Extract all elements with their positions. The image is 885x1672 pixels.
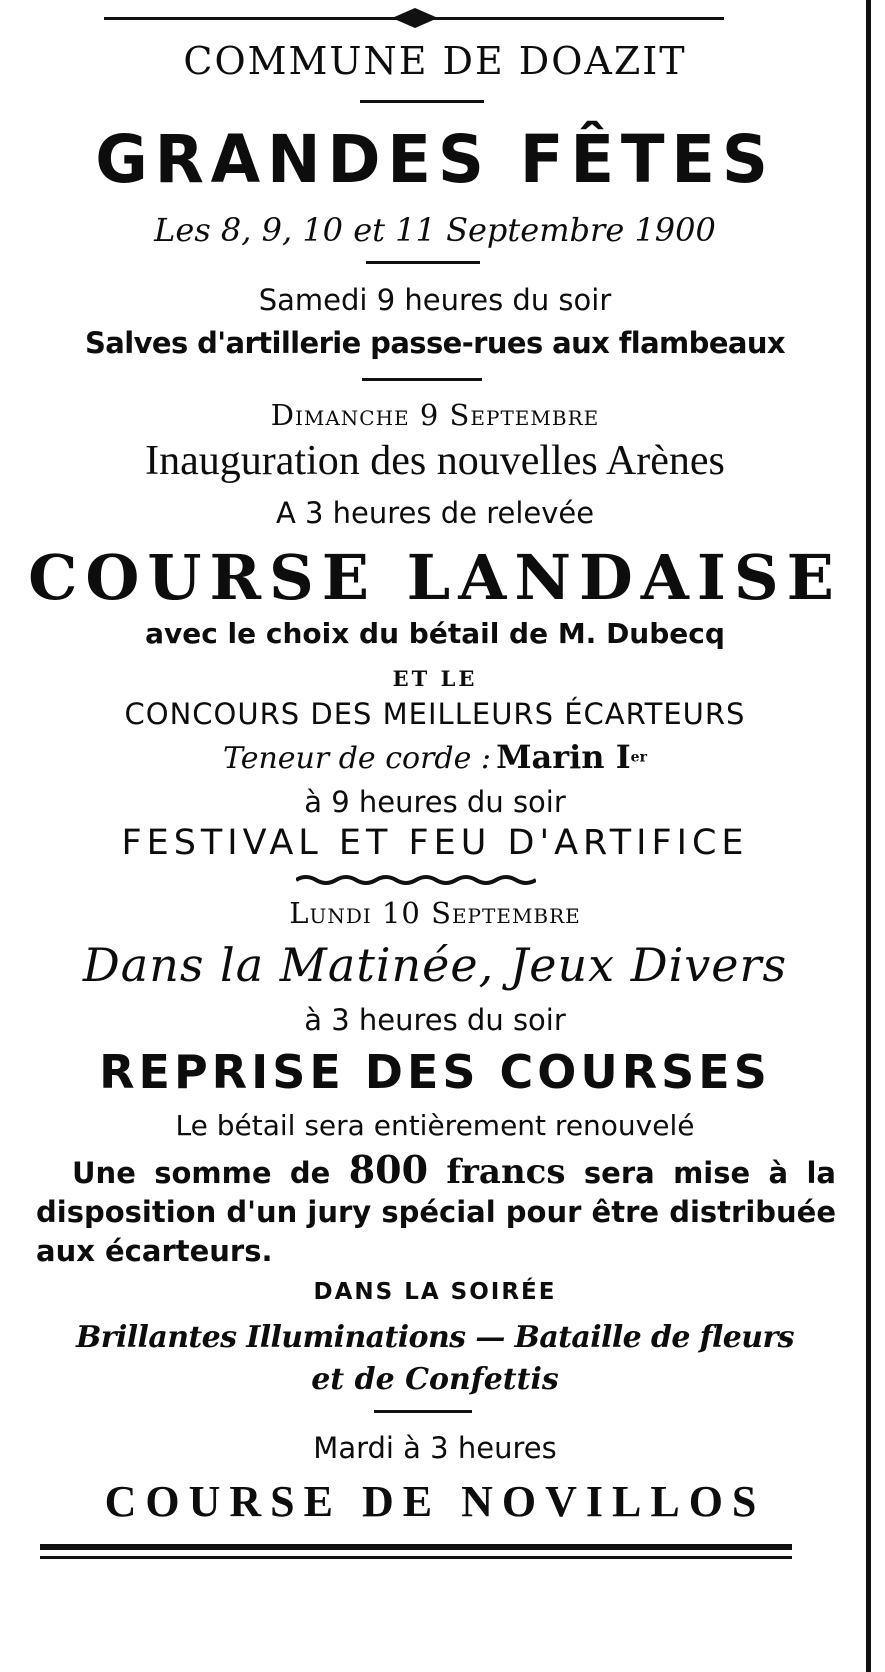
teneur-label: Teneur de corde : [223,741,492,776]
dimanche-day: Dimanche 9 Septembre [270,398,600,432]
course-landaise-title: COURSE LANDAISE [28,541,842,614]
et-le: ET LE [392,666,478,691]
divider [374,1410,472,1413]
divider [360,100,484,103]
somme-after: sera mise à la disposition d'un jury spécial pour être distribuée aux écarteurs. [36,1156,836,1268]
illuminations-line-2: et de Confettis [311,1362,559,1397]
divider [362,378,482,381]
commune-heading: COMMUNE DE DOAZIT [183,39,687,83]
bottom-rule-thick [40,1544,792,1550]
novillos-title: COURSE DE NOVILLOS [104,1477,766,1526]
samedi-time: Samedi 9 heures du soir [258,283,612,317]
divider [366,261,480,264]
somme-before: Une somme de [72,1156,331,1190]
column-rule [866,0,871,1672]
dimanche-time: A 3 heures de relevée [275,496,595,530]
samedi-event: Salves d'artillerie passe-rues aux flambeaux [84,326,786,360]
somme-currency: francs [446,1152,566,1192]
bottom-rule-thin [40,1556,792,1559]
lundi-day: Lundi 10 Septembre [289,896,581,930]
teneur-name: Marin I [496,738,631,776]
dimanche-soir: à 9 heures du soir [304,785,566,819]
somme-paragraph [36,1147,836,1271]
dimanche-inauguration: Inauguration des nouvelles Arènes [145,438,725,484]
illuminations-line-1: Brillantes Illuminations — Bataille de fleurs [76,1320,794,1355]
top-ornament [392,6,438,30]
festival-dates: Les 8, 9, 10 et 11 Septembre 1900 [154,211,716,249]
festival-line: FESTIVAL ET FEU D'ARTIFICE [121,823,749,863]
lundi-betail: Le bétail sera entièrement renouvelé [175,1109,695,1142]
dimanche-betail: avec le choix du bétail de M. Dubecq [145,617,725,650]
mardi-time: Mardi à 3 heures [313,1431,557,1465]
page-title: GRANDES FÊTES [95,121,775,198]
teneur-line [0,736,870,784]
somme-amount: 800 [348,1147,429,1192]
concours-line: CONCOURS DES MEILLEURS ÉCARTEURS [124,697,746,731]
wavy-divider [296,872,536,886]
lundi-time: à 3 heures du soir [304,1003,566,1037]
reprise-title: REPRISE DES COURSES [99,1045,771,1099]
soiree-heading: DANS LA SOIRÉE [313,1279,557,1305]
teneur-superscript: er [630,749,647,766]
lundi-matinee: Dans la Matinée, Jeux Divers [82,938,788,992]
